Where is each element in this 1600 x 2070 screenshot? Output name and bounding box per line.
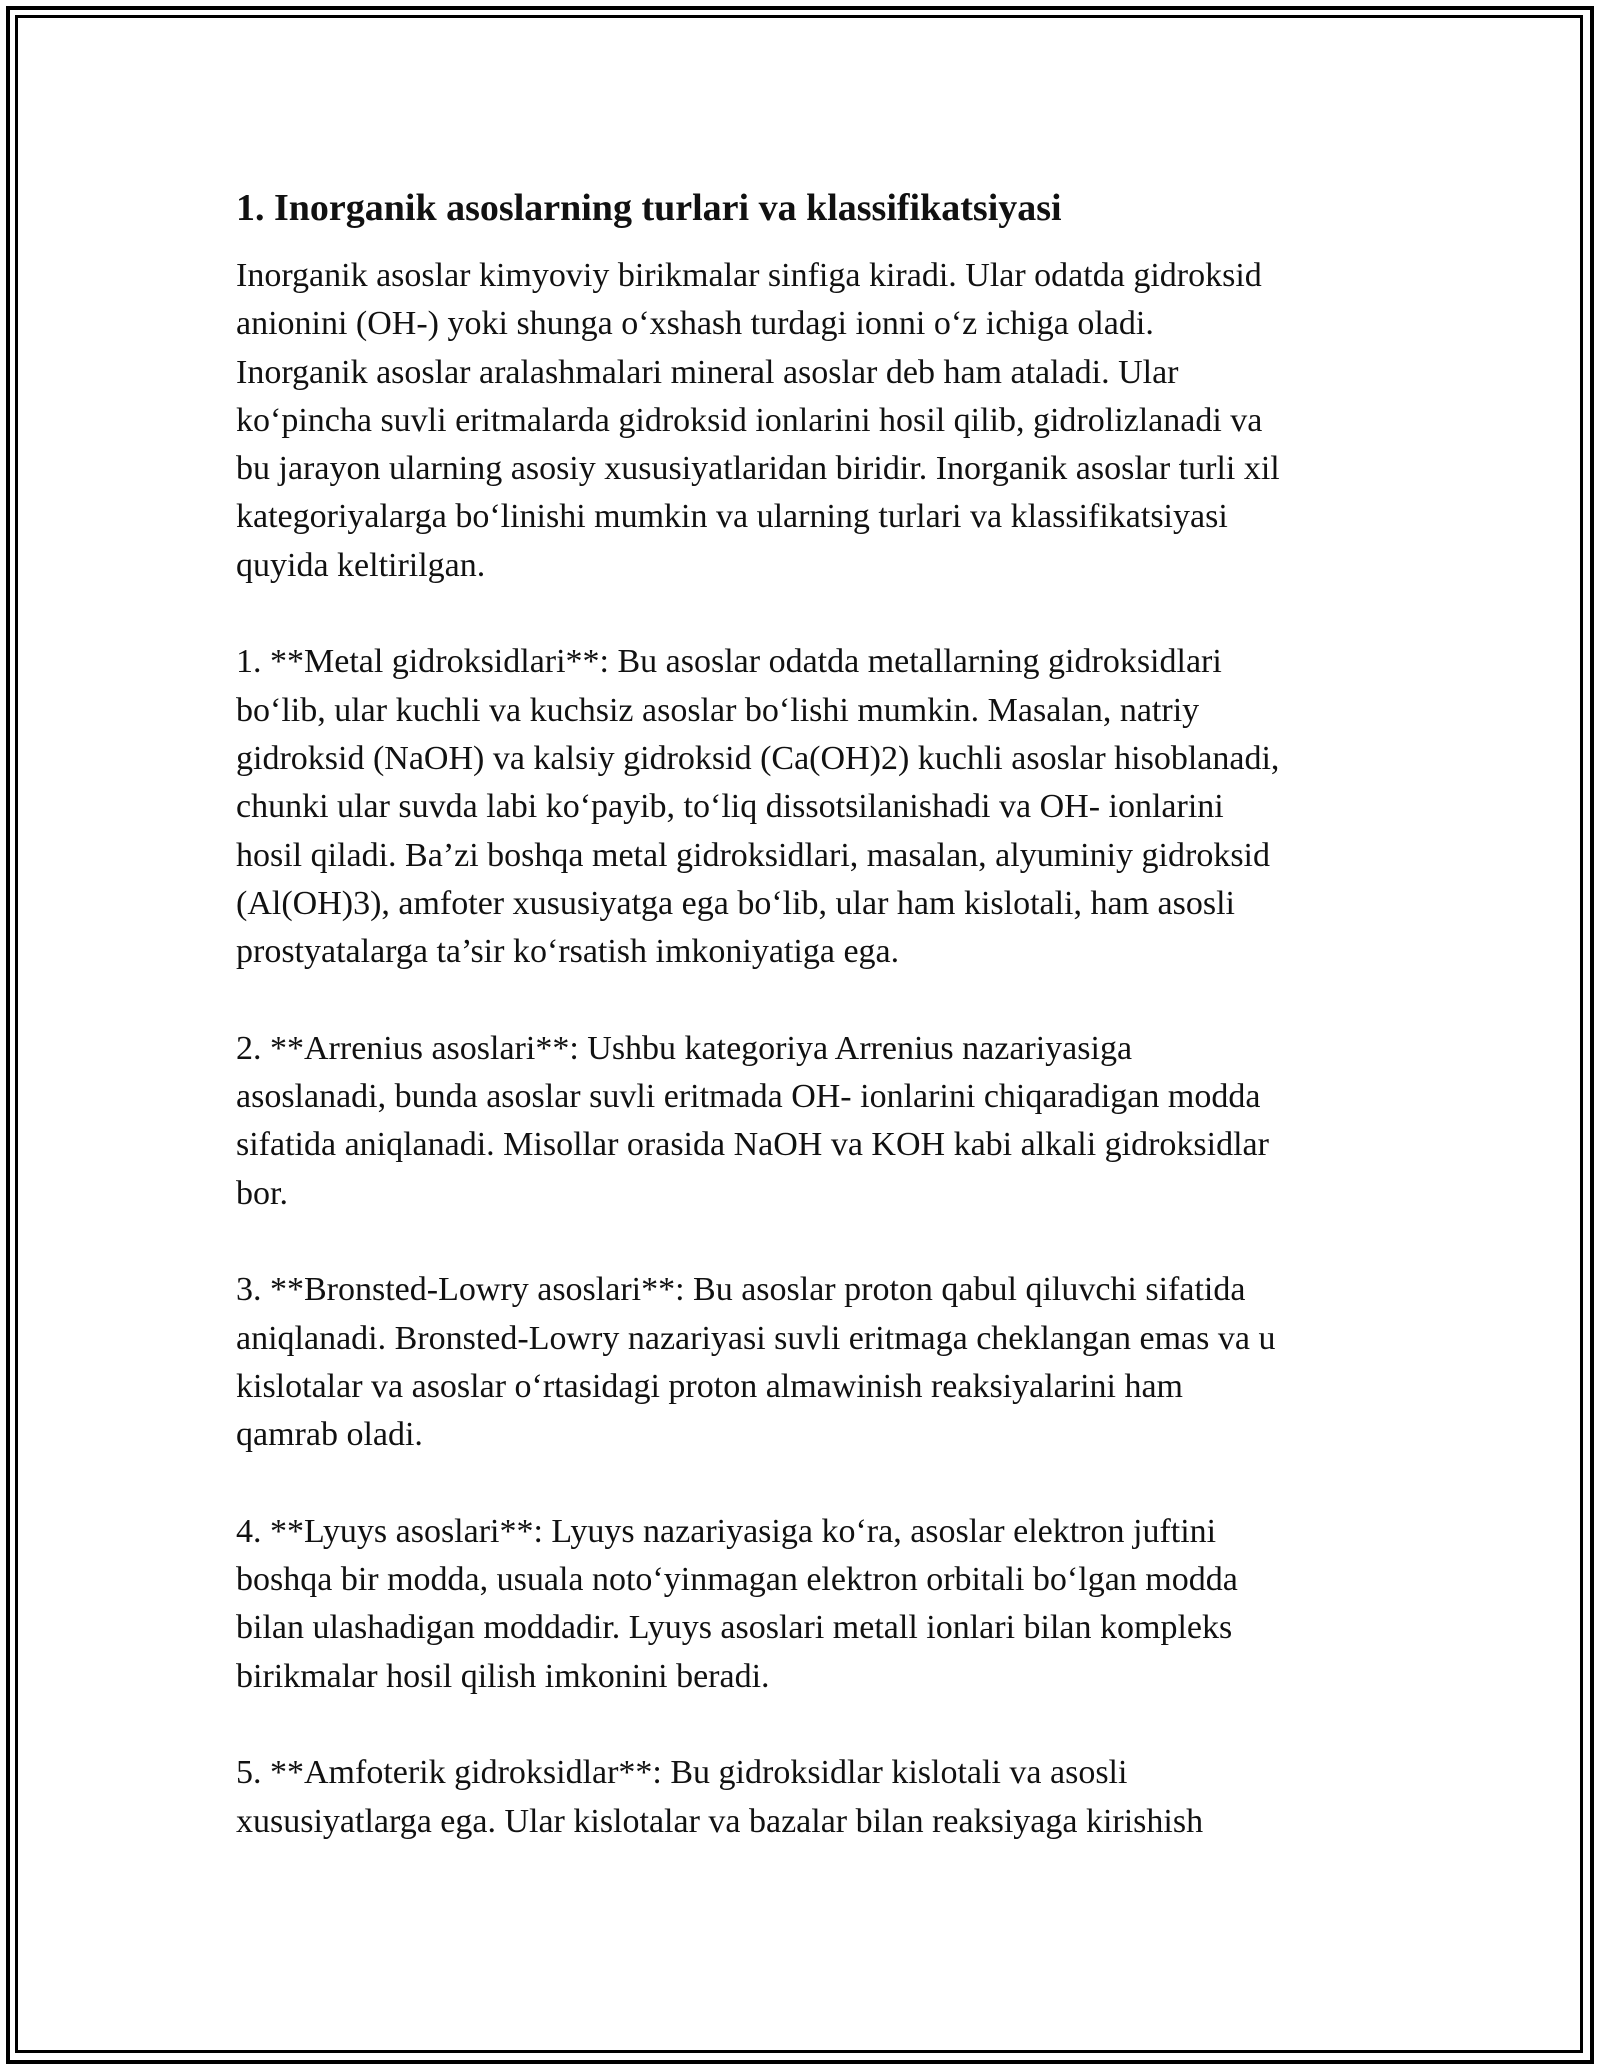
arrhenius-paragraph [236,1025,1376,1218]
text-line: kategoriyalarga boʻlinishi mumkin va ularning turlari va klassifikatsiyasi [236,498,1228,536]
text-line: 4. **Lyuys asoslari**: Lyuys nazariyasiga koʻra, asoslar elektron juftini [236,1512,1217,1550]
text-line: Inorganik asoslar aralashmalari mineral asoslar deb ham ataladi. Ular [236,353,1179,391]
document-title: 1. Inorganik asoslarning turlari va klassifikatsiyasi [236,187,1062,229]
text-line: hosil qiladi. Ba’zi boshqa metal gidroksidlari, masalan, alyuminiy gidroksid [236,836,1270,874]
text-line: boshqa bir modda, usuala notoʻyinmagan elektron orbitali boʻlgan modda [236,1561,1238,1599]
text-line: 5. **Amfoterik gidroksidlar**: Bu gidroksidlar kislotali va asosli [236,1754,1128,1792]
document-body [236,184,1376,1846]
lewis-paragraph [236,1508,1376,1701]
text-line: qamrab oladi. [236,1416,423,1454]
bronsted-lowry-paragraph [236,1266,1376,1459]
text-line: kislotalar va asoslar oʻrtasidagi proton almawinish reaksiyalarini ham [236,1367,1184,1405]
text-line: xususiyatlarga ega. Ular kislotalar va bazalar bilan reaksiyaga kirishish [236,1802,1204,1840]
text-line: koʻpincha suvli eritmalarda gidroksid ionlarini hosil qilib, gidrolizlanadi va [236,401,1263,439]
text-line: 2. **Arrenius asoslari**: Ushbu kategoriya Arrenius nazariyasiga [236,1029,1133,1067]
text-line: prostyatalarga ta’sir koʻrsatish imkoniyatiga ega. [236,933,900,971]
text-line: quyida keltirilgan. [236,546,486,584]
text-line: bu jarayon ularning asosiy xususiyatlaridan biridir. Inorganik asoslar turli xil [236,450,1280,488]
metal-hydroxides-paragraph [236,638,1376,976]
text-line: asoslanadi, bunda asoslar suvli eritmada OH- ionlarini chiqaradigan modda [236,1078,1261,1116]
text-line: 3. **Bronsted-Lowry asoslari**: Bu asoslar proton qabul qiluvchi sifatida [236,1271,1246,1309]
text-line: sifatida aniqlanadi. Misollar orasida NaOH va KOH kabi alkali gidroksidlar [236,1126,1269,1164]
text-line: gidroksid (NaOH) va kalsiy gidroksid (Ca(OH)2) kuchli asoslar hisoblanadi, [236,739,1280,777]
text-line: chunki ular suvda labi koʻpayib, toʻliq dissotsilanishadi va OH- ionlarini [236,788,1224,826]
text-line: aniqlanadi. Bronsted-Lowry nazariyasi suvli eritmaga cheklangan emas va u [236,1319,1276,1357]
text-line: birikmalar hosil qilish imkonini beradi. [236,1657,770,1695]
text-line: bilan ulashadigan moddadir. Lyuys asoslari metall ionlari bilan kompleks [236,1609,1233,1647]
intro-paragraph [236,252,1376,590]
text-line: Inorganik asoslar kimyoviy birikmalar sinfiga kiradi. Ular odatda gidroksid [236,257,1262,294]
text-line: boʻlib, ular kuchli va kuchsiz asoslar boʻlishi mumkin. Masalan, natriy [236,691,1200,729]
text-line: (Al(OH)3), amfoter xususiyatga ega boʻlib, ular ham kislotali, ham asosli [236,884,1235,922]
text-line: 1. **Metal gidroksidlari**: Bu asoslar odatda metallarning gidroksidlari [236,643,1222,681]
text-line: anionini (OH-) yoki shunga oʻxshash turdagi ionni oʻz ichiga oladi. [236,305,1154,343]
amphoteric-paragraph [236,1749,1376,1846]
text-line: bor. [236,1174,288,1212]
